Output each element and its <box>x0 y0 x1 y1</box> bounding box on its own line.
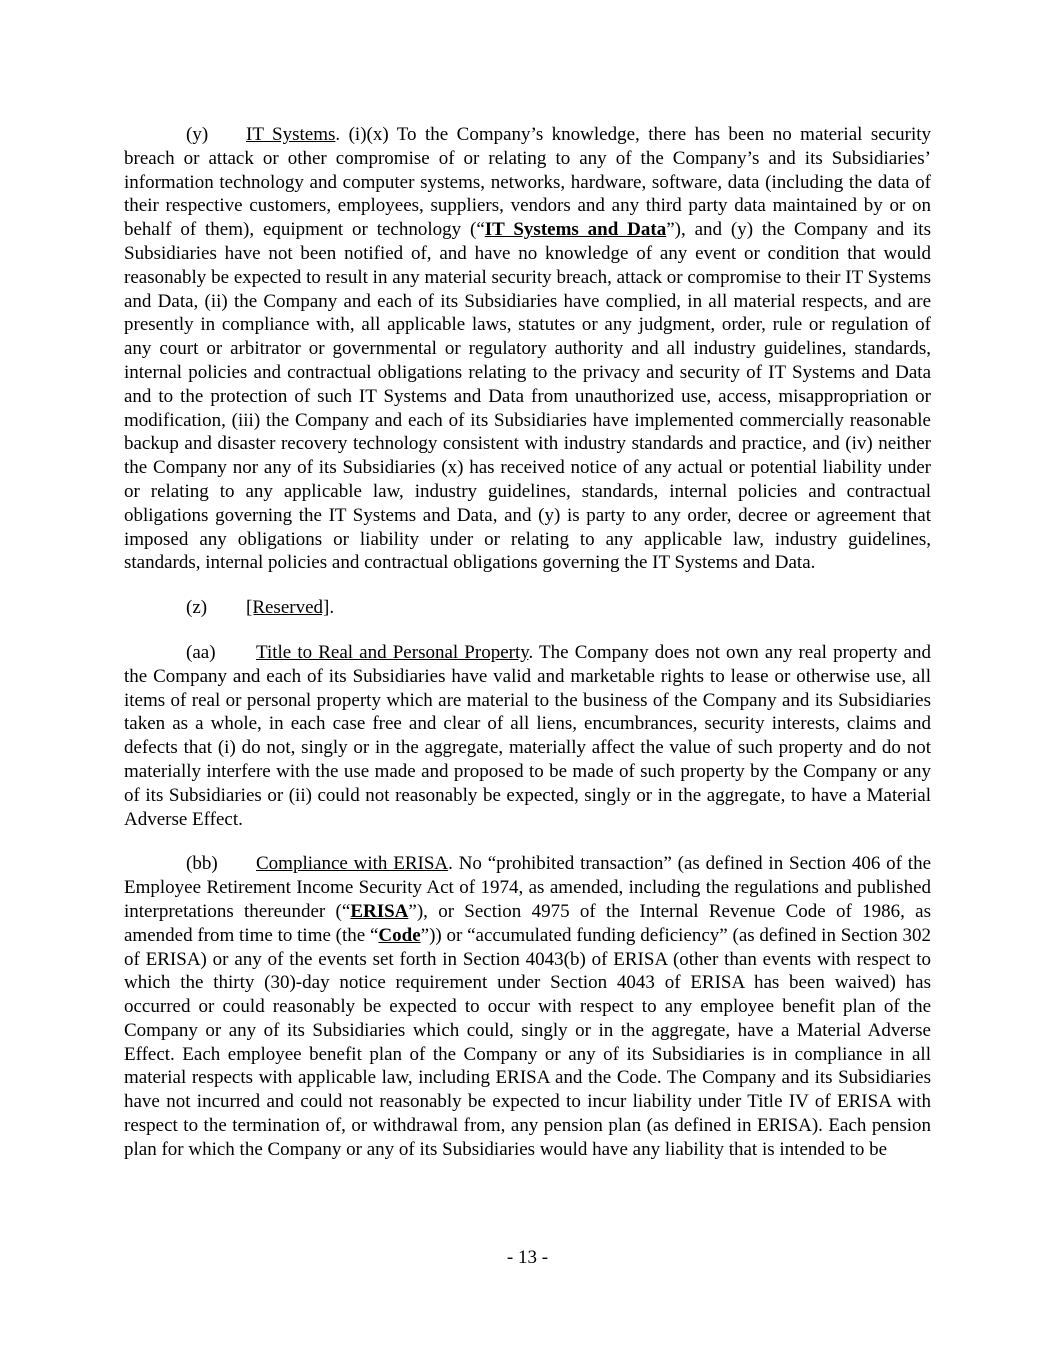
section-text: . <box>329 597 335 619</box>
section-heading: IT Systems <box>246 124 336 145</box>
section-number: (bb) <box>186 853 218 875</box>
section-text: . The Company does not own any real property and the Company and each of its Subsidiaries have valid and marketable rights to lease or otherwise use, all items of real or personal property which are material to the business of the Company and its Subsidiaries taken as a whole, in each case free and clear of all liens, encumbrances, security interests, claims and defects that (i) do not, singly or in the aggregate, materially affect the value of such property and do not materially interfere with the use made and proposed to be made of such property by the Company or any of its Subsidiaries or (ii) could not reasonably be expected, singly or in the aggregate, to have a Material Adverse Effect. <box>124 641 931 830</box>
section-number: (z) <box>186 597 208 619</box>
section-heading: Compliance with ERISA <box>256 853 449 875</box>
defined-term: Code <box>378 924 421 946</box>
section-text: ”), or Section 4975 of the Internal Revenue Code of 1986, as amended from time to time (the “ <box>124 900 931 946</box>
section-text: ”)) or “accumulated funding deficiency” (as defined in Section 302 of ERISA) or any of the events set forth in Section 4043(b) of ERISA (other than events with respect to which the thirty (30)-day notice requirement under Section 4043 of ERISA has been waived) has occurred or could reasonably be expected to occur with respect to any employee benefit plan of the Company or any of its Subsidiaries which could, singly or in the aggregate, have a Material Adverse Effect. Each employee benefit plan of the Company or any of its Subsidiaries is in compliance in all material respects with applicable law, including ERISA and the Code. The Company and its Subsidiaries have not incurred and could not reasonably be expected to incur liability under Title IV of ERISA with respect to the termination of, or withdrawal from, any pension plan (as defined in ERISA). Each pension plan for which the Company or any of its Subsidiaries would have any liability that is intended to be <box>124 924 931 1160</box>
section-text: ”), and (y) the Company and its Subsidiaries have not been notified of, and have no knowledge of any event or condition that would reasonably be expected to result in any material security breach, attack or compromise to their IT Systems and Data, (ii) the Company and each of its Subsidiaries have complied, in all material respects, and are presently in compliance with, all applicable laws, statutes or any judgment, order, rule or regulation of any court or arbitrator or governmental or regulatory authority and all industry guidelines, standards, internal policies and contractual obligations relating to the privacy and security of IT Systems and Data and to the protection of such IT Systems and Data from unauthorized use, access, misappropriation or modification, (iii) the Company and each of its Subsidiaries have implemented commercially reasonable backup and disaster recovery technology consistent with industry standards and practice, and (iv) neither the Company nor any of its Subsidiaries (x) has received notice of any actual or potential liability under or relating to any applicable law, industry guidelines, standards, internal policies and contractual obligations governing the IT Systems and Data, and (y) is party to any order, decree or agreement that imposed any obligations or liability under or relating to any applicable law, industry guidelines, standards, internal policies and contractual obligations governing the IT Systems and Data. <box>124 219 931 574</box>
section-number: (y) <box>186 124 209 145</box>
section-z <box>124 596 931 620</box>
section-aa <box>124 641 931 831</box>
section-bb <box>124 852 931 1161</box>
defined-term: IT Systems and Data <box>484 219 667 241</box>
section-text: . (i)(x) To the Company’s knowledge, there has been no material security breach or attack or other compromise of or relating to any of the Company’s and its Subsidiaries’ information technology and computer systems, networks, hardware, software, data (including the data of their respective customers, employees, suppliers, vendors and any third party data maintained by or on behalf of them), equipment or technology (“ <box>124 124 932 241</box>
section-text: . No “prohibited transaction” (as defined in Section 406 of the Employee Retirement Income Security Act of 1974, as amended, including the regulations and published interpretations thereunder (“ <box>124 853 932 922</box>
section-number: (aa) <box>186 641 216 663</box>
section-heading: Title to Real and Personal Property <box>256 641 529 663</box>
section-y <box>124 123 931 575</box>
document-page <box>124 123 931 1183</box>
page-number: - 13 - <box>506 1247 549 1268</box>
section-heading: [Reserved] <box>246 597 330 619</box>
defined-term: ERISA <box>350 900 409 922</box>
